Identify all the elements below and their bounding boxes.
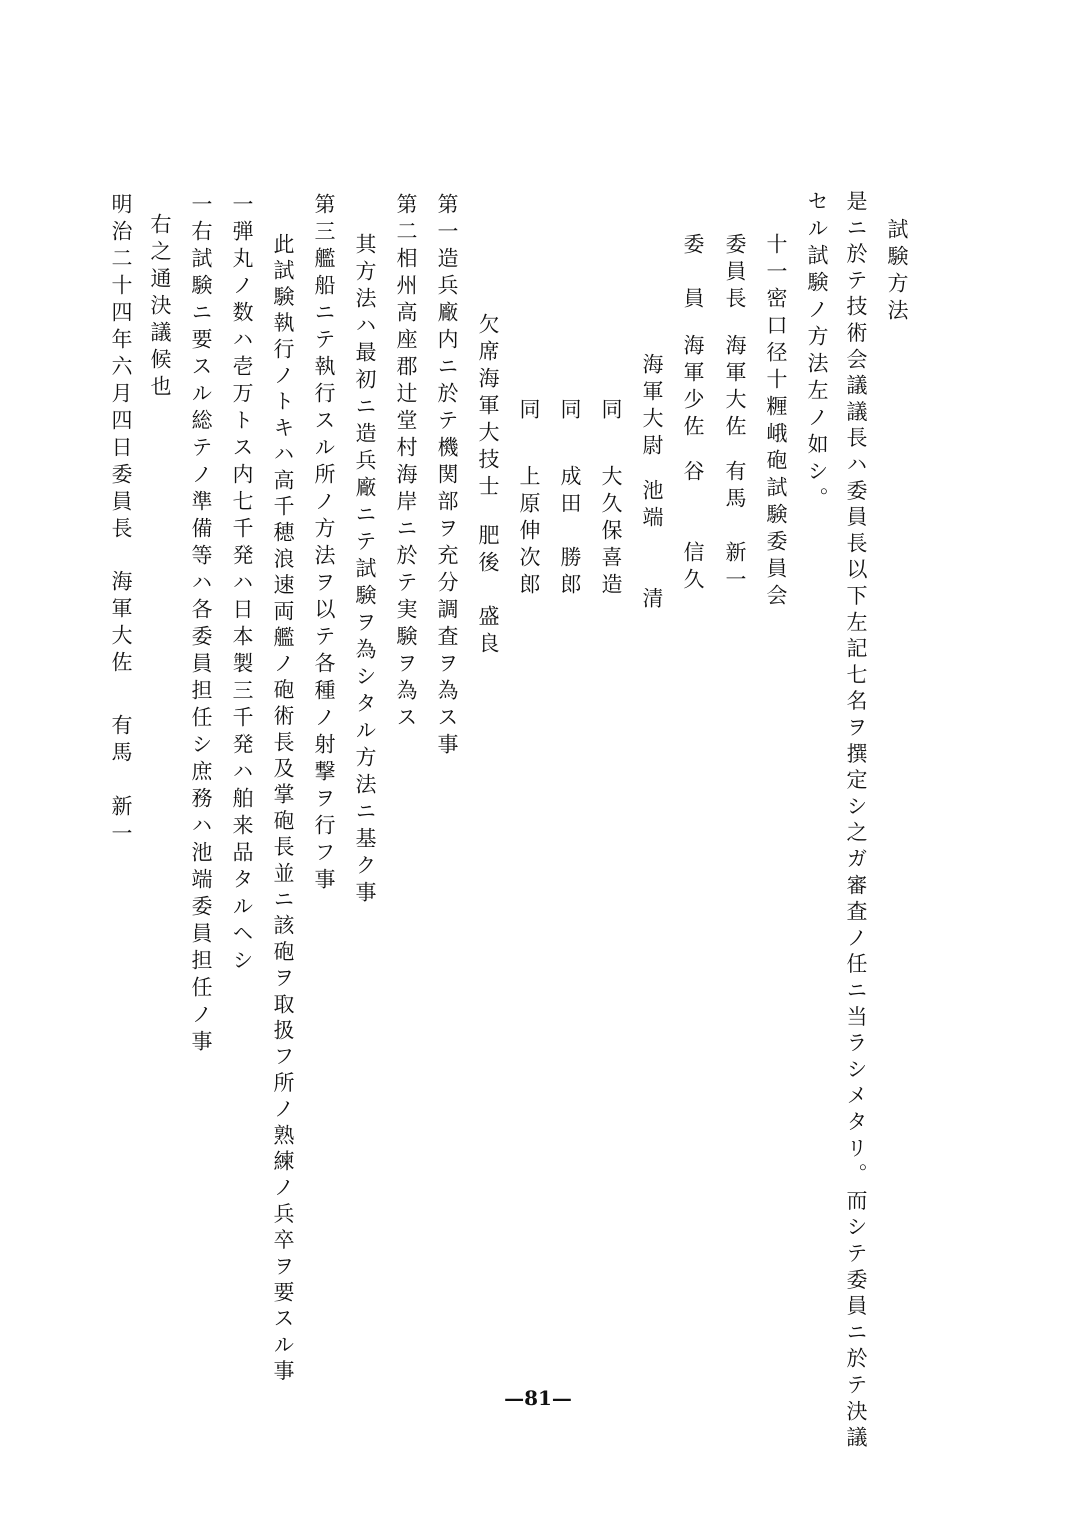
absent-line: [477, 313, 498, 659]
member-name: 成田 勝郎: [558, 465, 582, 600]
item-line: 一弾丸ノ数ハ壱万トス内七千発ハ日本製三千発ハ舶来品タルヘシ: [230, 193, 254, 976]
item-line: 右之通決議候也: [148, 213, 172, 402]
member-row: [600, 398, 621, 600]
page-number: —81—: [504, 1386, 572, 1410]
member-row: [518, 398, 539, 600]
intro-line-2: セル試験ノ方法左ノ如シ。: [805, 190, 829, 514]
member-row: [724, 233, 745, 595]
member-row: [641, 353, 662, 614]
item-line: 其方法ハ最初ニ造兵廠ニテ試験ヲ為シタル方法ニ基ク事: [353, 233, 377, 908]
item-line: 第二相州高座郡辻堂村海岸ニ於テ実験ヲ為ス: [394, 193, 418, 733]
member-name: 谷 信久: [681, 460, 705, 595]
member-name: 上原伸次郎: [517, 465, 541, 600]
member-rank: 同: [517, 398, 541, 425]
member-name: 大久保喜造: [599, 465, 623, 600]
member-rank: 同: [558, 398, 582, 425]
item-line: 第一造兵廠内ニ於テ機関部ヲ充分調査ヲ為ス事: [435, 193, 459, 760]
member-role: 委員長: [723, 233, 747, 314]
section-heading: 試験方法: [885, 218, 909, 326]
closing-name: 有馬 新一: [109, 714, 133, 849]
member-name: 有馬 新一: [723, 460, 747, 595]
closing-line: [110, 193, 131, 849]
member-role: 委 員: [681, 233, 705, 314]
item-line: 此試験執行ノトキハ高千穂浪速両艦ノ砲術長及掌砲長並ニ該砲ヲ取扱フ所ノ熟練ノ兵卒ヲ要スル事: [271, 233, 295, 1386]
item-line: 一右試験ニ要スル総テノ準備等ハ各委員担任シ庶務ハ池端委員担任ノ事: [189, 193, 213, 1057]
member-rank: 海軍大尉: [640, 353, 664, 461]
member-name: 池端 清: [640, 479, 664, 614]
member-row: [682, 233, 703, 595]
absent-name: 肥後 盛良: [476, 524, 500, 659]
committee-name: 十一密口径十糎峨砲試験委員会: [764, 233, 788, 611]
member-rank: 海軍大佐: [723, 334, 747, 442]
closing-date: 明治二十四年六月四日委員長: [109, 193, 133, 544]
item-line: 第三艦船ニテ執行スル所ノ方法ヲ以テ各種ノ射撃ヲ行フ事: [312, 193, 336, 895]
intro-line-1: 是ニ於テ技術会議議長ハ委員長以下左記七名ヲ撰定シ之ガ審査ノ任ニ当ラシメタリ。而シテ委員ニ於テ決議: [844, 190, 868, 1453]
member-rank: 同: [599, 398, 623, 425]
absent-label: 欠席海軍大技士: [476, 313, 500, 502]
member-rank: 海軍少佐: [681, 334, 705, 442]
member-row: [559, 398, 580, 600]
closing-rank: 海軍大佐: [109, 570, 133, 678]
